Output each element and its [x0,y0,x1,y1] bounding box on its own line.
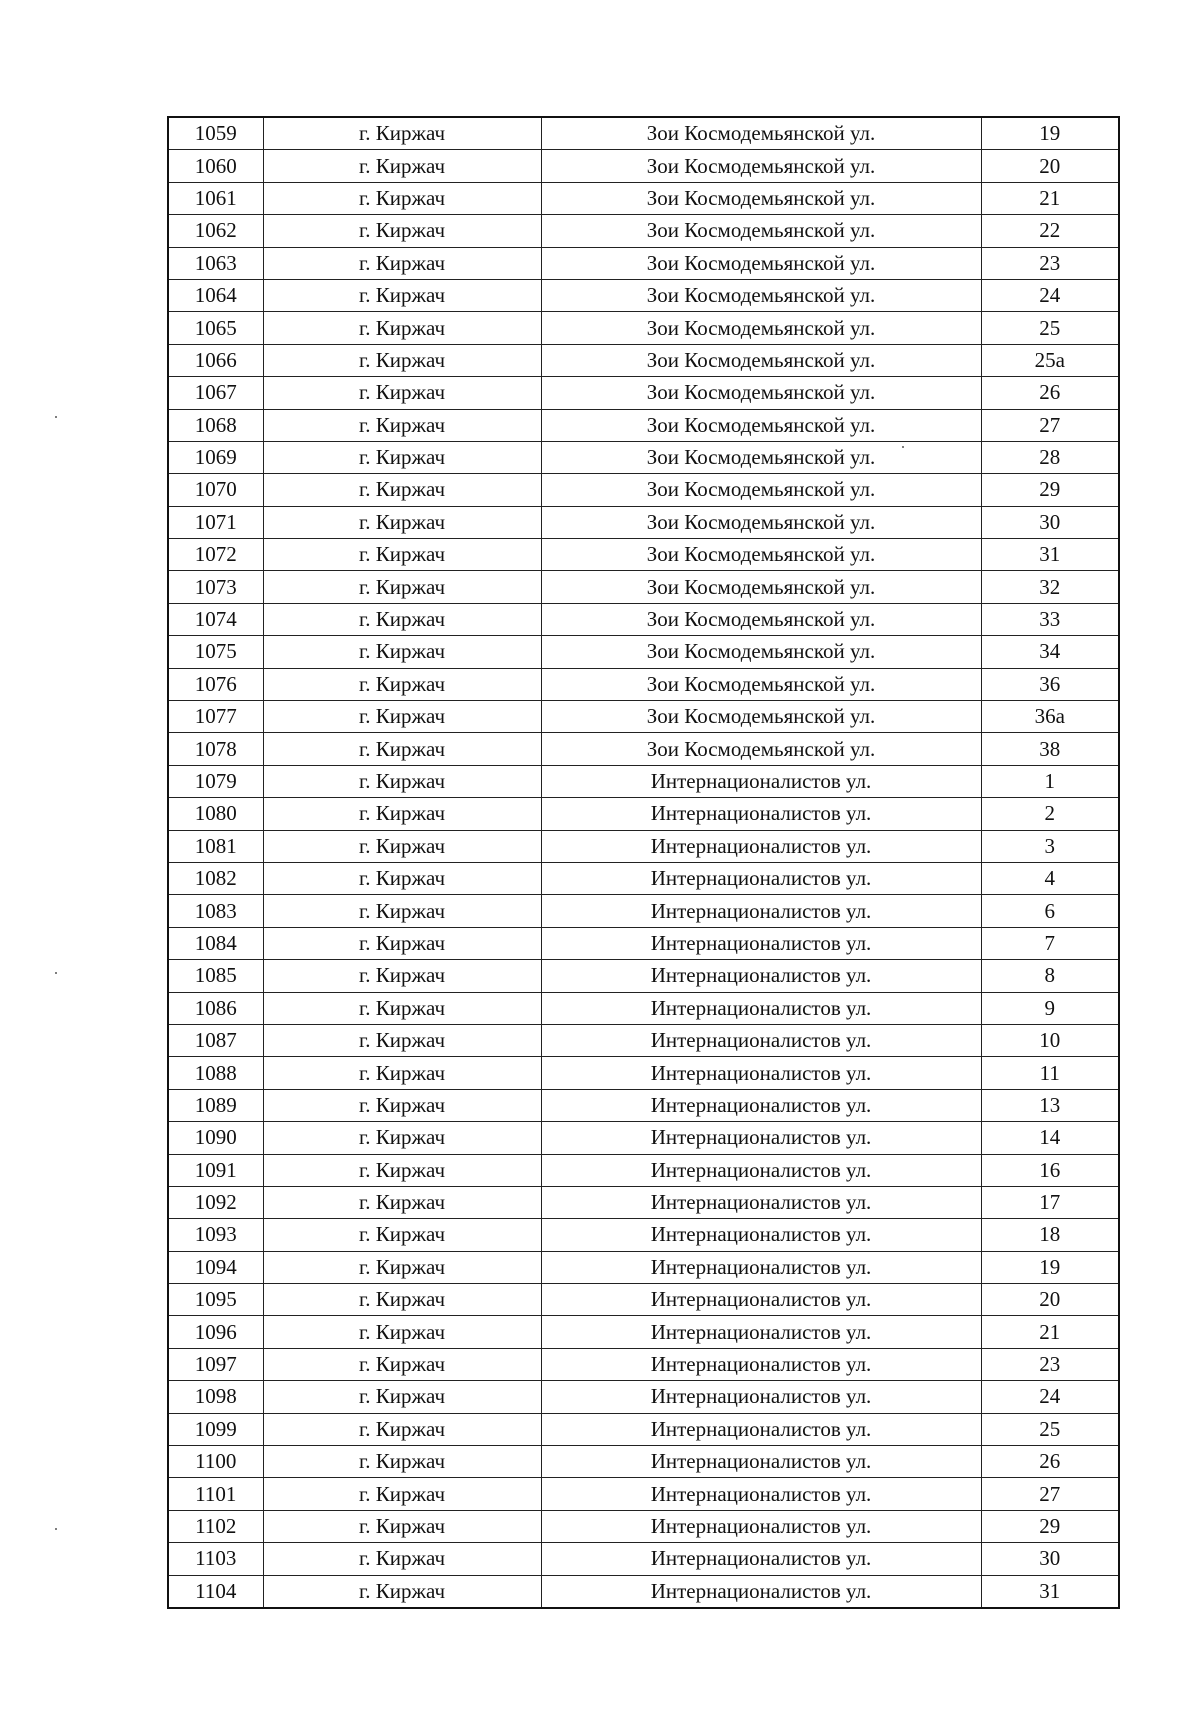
house-number-cell: 33 [981,603,1119,635]
house-number-cell: 3 [981,830,1119,862]
scan-speck [55,416,57,418]
table-row [168,636,1119,668]
table-row [168,279,1119,311]
table-row [168,506,1119,538]
row-number-cell: 1060 [168,150,263,182]
street-cell: Интернационалистов ул. [541,960,981,992]
street-cell: Зои Космодемьянской ул. [541,571,981,603]
house-number-cell: 30 [981,1543,1119,1575]
row-number-cell: 1092 [168,1186,263,1218]
house-number-cell: 2 [981,798,1119,830]
row-number-cell: 1093 [168,1219,263,1251]
house-number-cell: 14 [981,1122,1119,1154]
table-row [168,1478,1119,1510]
row-number-cell: 1068 [168,409,263,441]
table-row [168,1057,1119,1089]
street-cell: Зои Космодемьянской ул. [541,344,981,376]
street-cell: Зои Космодемьянской ул. [541,474,981,506]
house-number-cell: 20 [981,150,1119,182]
city-cell: г. Киржач [263,506,541,538]
house-number-cell: 6 [981,895,1119,927]
street-cell: Интернационалистов ул. [541,1413,981,1445]
house-number-cell: 36 [981,668,1119,700]
scan-speck [55,1528,57,1530]
city-cell: г. Киржач [263,1057,541,1089]
row-number-cell: 1090 [168,1122,263,1154]
house-number-cell: 34 [981,636,1119,668]
house-number-cell: 31 [981,539,1119,571]
house-number-cell: 16 [981,1154,1119,1186]
house-number-cell: 17 [981,1186,1119,1218]
row-number-cell: 1080 [168,798,263,830]
row-number-cell: 1071 [168,506,263,538]
table-row [168,1543,1119,1575]
row-number-cell: 1088 [168,1057,263,1089]
street-cell: Зои Космодемьянской ул. [541,441,981,473]
table-row [168,1154,1119,1186]
row-number-cell: 1070 [168,474,263,506]
street-cell: Зои Космодемьянской ул. [541,539,981,571]
table-row [168,182,1119,214]
table-row [168,603,1119,635]
street-cell: Зои Космодемьянской ул. [541,182,981,214]
city-cell: г. Киржач [263,279,541,311]
house-number-cell: 7 [981,927,1119,959]
row-number-cell: 1073 [168,571,263,603]
scan-speck [55,972,57,974]
street-cell: Зои Космодемьянской ул. [541,506,981,538]
street-cell: Интернационалистов ул. [541,1543,981,1575]
row-number-cell: 1087 [168,1024,263,1056]
street-cell: Интернационалистов ул. [541,1219,981,1251]
street-cell: Интернационалистов ул. [541,1089,981,1121]
table-row [168,441,1119,473]
address-register-table [167,116,1120,1609]
street-cell: Интернационалистов ул. [541,1478,981,1510]
row-number-cell: 1078 [168,733,263,765]
table-row [168,539,1119,571]
street-cell: Интернационалистов ул. [541,927,981,959]
city-cell: г. Киржач [263,247,541,279]
table-row [168,1089,1119,1121]
house-number-cell: 11 [981,1057,1119,1089]
row-number-cell: 1082 [168,862,263,894]
house-number-cell: 9 [981,992,1119,1024]
city-cell: г. Киржач [263,701,541,733]
table-row [168,1251,1119,1283]
table-row [168,474,1119,506]
street-cell: Интернационалистов ул. [541,895,981,927]
row-number-cell: 1102 [168,1510,263,1542]
house-number-cell: 28 [981,441,1119,473]
row-number-cell: 1085 [168,960,263,992]
table-row [168,150,1119,182]
city-cell: г. Киржач [263,830,541,862]
city-cell: г. Киржач [263,215,541,247]
house-number-cell: 36а [981,701,1119,733]
city-cell: г. Киржач [263,441,541,473]
table-row [168,377,1119,409]
street-cell: Интернационалистов ул. [541,1154,981,1186]
street-cell: Зои Космодемьянской ул. [541,247,981,279]
city-cell: г. Киржач [263,1089,541,1121]
table-row [168,344,1119,376]
house-number-cell: 24 [981,279,1119,311]
city-cell: г. Киржач [263,862,541,894]
city-cell: г. Киржач [263,636,541,668]
city-cell: г. Киржач [263,117,541,150]
street-cell: Интернационалистов ул. [541,1122,981,1154]
house-number-cell: 25а [981,344,1119,376]
city-cell: г. Киржач [263,765,541,797]
street-cell: Зои Космодемьянской ул. [541,701,981,733]
city-cell: г. Киржач [263,1122,541,1154]
row-number-cell: 1075 [168,636,263,668]
city-cell: г. Киржач [263,1348,541,1380]
city-cell: г. Киржач [263,1510,541,1542]
house-number-cell: 26 [981,1446,1119,1478]
house-number-cell: 21 [981,182,1119,214]
city-cell: г. Киржач [263,1251,541,1283]
city-cell: г. Киржач [263,733,541,765]
table-row [168,1348,1119,1380]
street-cell: Интернационалистов ул. [541,830,981,862]
table-row [168,862,1119,894]
street-cell: Интернационалистов ул. [541,992,981,1024]
house-number-cell: 23 [981,247,1119,279]
city-cell: г. Киржач [263,1284,541,1316]
city-cell: г. Киржач [263,1219,541,1251]
street-cell: Зои Космодемьянской ул. [541,733,981,765]
street-cell: Интернационалистов ул. [541,862,981,894]
house-number-cell: 29 [981,474,1119,506]
street-cell: Зои Космодемьянской ул. [541,409,981,441]
city-cell: г. Киржач [263,539,541,571]
street-cell: Интернационалистов ул. [541,1348,981,1380]
house-number-cell: 1 [981,765,1119,797]
table-row [168,215,1119,247]
city-cell: г. Киржач [263,377,541,409]
table-row [168,409,1119,441]
house-number-cell: 27 [981,409,1119,441]
city-cell: г. Киржач [263,1543,541,1575]
house-number-cell: 13 [981,1089,1119,1121]
table-row [168,733,1119,765]
table-row [168,247,1119,279]
street-cell: Интернационалистов ул. [541,798,981,830]
row-number-cell: 1076 [168,668,263,700]
city-cell: г. Киржач [263,1413,541,1445]
street-cell: Интернационалистов ул. [541,1510,981,1542]
house-number-cell: 32 [981,571,1119,603]
street-cell: Интернационалистов ул. [541,1316,981,1348]
house-number-cell: 31 [981,1575,1119,1608]
table-row [168,1510,1119,1542]
city-cell: г. Киржач [263,927,541,959]
city-cell: г. Киржач [263,409,541,441]
street-cell: Зои Космодемьянской ул. [541,279,981,311]
house-number-cell: 19 [981,117,1119,150]
table-row [168,798,1119,830]
city-cell: г. Киржач [263,344,541,376]
house-number-cell: 4 [981,862,1119,894]
house-number-cell: 27 [981,1478,1119,1510]
street-cell: Интернационалистов ул. [541,1381,981,1413]
city-cell: г. Киржач [263,1186,541,1218]
street-cell: Зои Космодемьянской ул. [541,215,981,247]
row-number-cell: 1063 [168,247,263,279]
city-cell: г. Киржач [263,1381,541,1413]
city-cell: г. Киржач [263,798,541,830]
city-cell: г. Киржач [263,1446,541,1478]
row-number-cell: 1094 [168,1251,263,1283]
row-number-cell: 1098 [168,1381,263,1413]
street-cell: Интернационалистов ул. [541,765,981,797]
row-number-cell: 1084 [168,927,263,959]
row-number-cell: 1100 [168,1446,263,1478]
city-cell: г. Киржач [263,668,541,700]
row-number-cell: 1064 [168,279,263,311]
street-cell: Интернационалистов ул. [541,1024,981,1056]
row-number-cell: 1091 [168,1154,263,1186]
house-number-cell: 18 [981,1219,1119,1251]
house-number-cell: 24 [981,1381,1119,1413]
house-number-cell: 10 [981,1024,1119,1056]
city-cell: г. Киржач [263,1575,541,1608]
house-number-cell: 22 [981,215,1119,247]
house-number-cell: 20 [981,1284,1119,1316]
house-number-cell: 19 [981,1251,1119,1283]
table-row [168,117,1119,150]
row-number-cell: 1101 [168,1478,263,1510]
house-number-cell: 38 [981,733,1119,765]
row-number-cell: 1077 [168,701,263,733]
row-number-cell: 1069 [168,441,263,473]
house-number-cell: 25 [981,1413,1119,1445]
street-cell: Интернационалистов ул. [541,1575,981,1608]
street-cell: Зои Космодемьянской ул. [541,117,981,150]
row-number-cell: 1103 [168,1543,263,1575]
city-cell: г. Киржач [263,1478,541,1510]
house-number-cell: 21 [981,1316,1119,1348]
table-row [168,830,1119,862]
row-number-cell: 1083 [168,895,263,927]
table-row [168,1024,1119,1056]
street-cell: Зои Космодемьянской ул. [541,668,981,700]
street-cell: Зои Космодемьянской ул. [541,377,981,409]
house-number-cell: 23 [981,1348,1119,1380]
table-row [168,1186,1119,1218]
table-row [168,1575,1119,1608]
table-row [168,1413,1119,1445]
row-number-cell: 1104 [168,1575,263,1608]
table-row [168,668,1119,700]
street-cell: Интернационалистов ул. [541,1186,981,1218]
row-number-cell: 1067 [168,377,263,409]
city-cell: г. Киржач [263,150,541,182]
table-row [168,895,1119,927]
row-number-cell: 1079 [168,765,263,797]
city-cell: г. Киржач [263,603,541,635]
street-cell: Интернационалистов ул. [541,1446,981,1478]
row-number-cell: 1062 [168,215,263,247]
city-cell: г. Киржач [263,182,541,214]
row-number-cell: 1059 [168,117,263,150]
table-row [168,960,1119,992]
table-row [168,1284,1119,1316]
city-cell: г. Киржач [263,1316,541,1348]
table-row [168,571,1119,603]
house-number-cell: 26 [981,377,1119,409]
table-row [168,1381,1119,1413]
row-number-cell: 1096 [168,1316,263,1348]
house-number-cell: 30 [981,506,1119,538]
table-row [168,312,1119,344]
row-number-cell: 1095 [168,1284,263,1316]
row-number-cell: 1066 [168,344,263,376]
city-cell: г. Киржач [263,1154,541,1186]
street-cell: Зои Космодемьянской ул. [541,636,981,668]
table-row [168,1316,1119,1348]
row-number-cell: 1061 [168,182,263,214]
table-row [168,1219,1119,1251]
row-number-cell: 1099 [168,1413,263,1445]
street-cell: Интернационалистов ул. [541,1284,981,1316]
row-number-cell: 1072 [168,539,263,571]
city-cell: г. Киржач [263,312,541,344]
city-cell: г. Киржач [263,1024,541,1056]
street-cell: Интернационалистов ул. [541,1057,981,1089]
row-number-cell: 1065 [168,312,263,344]
row-number-cell: 1081 [168,830,263,862]
street-cell: Зои Космодемьянской ул. [541,603,981,635]
table-row [168,1122,1119,1154]
city-cell: г. Киржач [263,960,541,992]
house-number-cell: 8 [981,960,1119,992]
table-row [168,927,1119,959]
street-cell: Зои Космодемьянской ул. [541,150,981,182]
row-number-cell: 1089 [168,1089,263,1121]
table-row [168,765,1119,797]
city-cell: г. Киржач [263,895,541,927]
house-number-cell: 25 [981,312,1119,344]
table-row [168,701,1119,733]
street-cell: Зои Космодемьянской ул. [541,312,981,344]
table-row [168,1446,1119,1478]
house-number-cell: 29 [981,1510,1119,1542]
row-number-cell: 1097 [168,1348,263,1380]
table-row [168,992,1119,1024]
city-cell: г. Киржач [263,474,541,506]
city-cell: г. Киржач [263,992,541,1024]
address-register-body [168,117,1119,1608]
street-cell: Интернационалистов ул. [541,1251,981,1283]
row-number-cell: 1086 [168,992,263,1024]
city-cell: г. Киржач [263,571,541,603]
row-number-cell: 1074 [168,603,263,635]
